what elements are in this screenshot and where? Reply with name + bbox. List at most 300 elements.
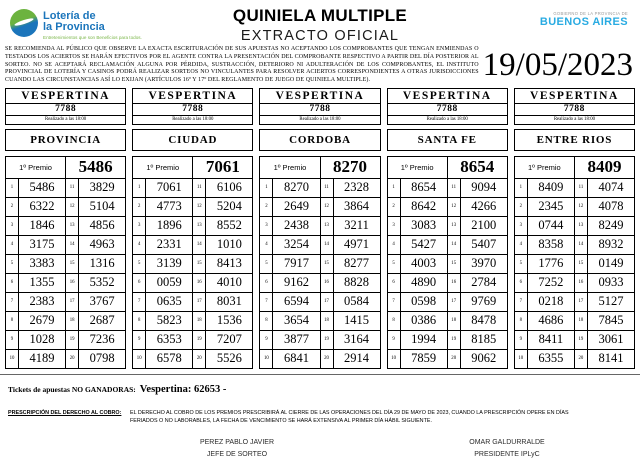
position-index: 19 — [320, 330, 333, 349]
premio-label: 1º Premio — [387, 156, 447, 178]
position-index: 8 — [260, 311, 273, 330]
number-row — [260, 292, 380, 311]
position-index: 10 — [6, 349, 19, 368]
winning-number: 8654 — [400, 178, 447, 197]
winning-number: 1316 — [79, 254, 126, 273]
winning-number: 0584 — [333, 292, 380, 311]
winning-number: 2345 — [527, 197, 574, 216]
draw-name: VESPERTINA — [148, 89, 238, 102]
position-index: 1 — [387, 178, 400, 197]
winning-number: 4078 — [587, 197, 634, 216]
document-titles — [170, 6, 470, 44]
winning-number: 2383 — [19, 292, 66, 311]
position-index: 14 — [320, 235, 333, 254]
signature-left-role: JEFE DE SORTEO — [206, 450, 268, 458]
number-row — [6, 254, 126, 273]
number-row — [514, 330, 634, 349]
winning-number: 2687 — [79, 311, 126, 330]
government-brand — [540, 11, 628, 28]
logo-line2: la Provincia — [43, 21, 105, 34]
region-name: CIUDAD — [132, 129, 253, 151]
position-index: 3 — [387, 216, 400, 235]
header — [0, 0, 640, 44]
winning-number: 8031 — [206, 292, 253, 311]
position-index: 8 — [387, 311, 400, 330]
position-index: 9 — [260, 330, 273, 349]
region-name: CORDOBA — [259, 129, 380, 151]
position-index: 3 — [6, 216, 19, 235]
position-index: 8 — [6, 311, 19, 330]
signatures — [0, 437, 640, 460]
draw-info-box — [387, 88, 508, 125]
number-row — [133, 197, 253, 216]
footer-divider — [0, 374, 640, 375]
signature-right-role: PRESIDENTE IPLyC — [474, 450, 540, 458]
number-row — [6, 197, 126, 216]
signature-left — [152, 437, 322, 460]
winning-number: 2914 — [333, 349, 380, 368]
position-index: 4 — [6, 235, 19, 254]
winning-number: 3970 — [460, 254, 507, 273]
position-index: 12 — [447, 197, 460, 216]
position-index: 16 — [574, 273, 587, 292]
position-index: 17 — [447, 292, 460, 311]
number-row — [514, 349, 634, 368]
winning-number: 5352 — [79, 273, 126, 292]
position-index: 10 — [514, 349, 527, 368]
winning-number: 8552 — [206, 216, 253, 235]
page-subtitle: EXTRACTO OFICIAL — [240, 28, 400, 44]
winning-number: 6841 — [273, 349, 320, 368]
winning-number: 5407 — [460, 235, 507, 254]
position-index: 6 — [6, 273, 19, 292]
winning-number: 5526 — [206, 349, 253, 368]
draw-info-box — [259, 88, 380, 125]
results-table — [132, 156, 253, 369]
government-brand-line2: BUENOS AIRES — [539, 16, 628, 28]
winning-number: 4074 — [587, 178, 634, 197]
position-index: 11 — [574, 178, 587, 197]
number-row — [260, 235, 380, 254]
winning-number: 1355 — [19, 273, 66, 292]
number-row — [387, 178, 507, 197]
position-index: 9 — [514, 330, 527, 349]
logo-tagline: Entretenimientos que son Beneficios para todos. — [43, 35, 142, 41]
number-row — [387, 235, 507, 254]
winning-number: 1010 — [206, 235, 253, 254]
winning-number: 3654 — [273, 311, 320, 330]
position-index: 8 — [133, 311, 146, 330]
winning-number: 3061 — [587, 330, 634, 349]
winning-number: 8478 — [460, 311, 507, 330]
draw-name: VESPERTINA — [21, 89, 110, 102]
winning-number: 3864 — [333, 197, 380, 216]
number-row — [260, 254, 380, 273]
number-row — [260, 330, 380, 349]
winning-number: 1846 — [19, 216, 66, 235]
winning-number: 6353 — [146, 330, 193, 349]
number-row — [6, 292, 126, 311]
winning-number: 2438 — [273, 216, 320, 235]
winning-number: 5427 — [400, 235, 447, 254]
winning-number: 6594 — [273, 292, 320, 311]
position-index: 17 — [320, 292, 333, 311]
number-row — [133, 292, 253, 311]
number-row — [6, 349, 126, 368]
winning-number: 7859 — [400, 349, 447, 368]
tickets-label: Tickets de apuestas NO GANADORAS: — [8, 384, 136, 394]
premio-label: 1º Premio — [260, 156, 320, 178]
position-index: 11 — [193, 178, 206, 197]
premio-row — [260, 156, 380, 178]
winning-number: 3829 — [79, 178, 126, 197]
position-index: 7 — [6, 292, 19, 311]
winning-number: 1776 — [527, 254, 574, 273]
position-index: 2 — [6, 197, 19, 216]
winning-number: 8277 — [333, 254, 380, 273]
winning-number: 9094 — [460, 178, 507, 197]
position-index: 7 — [133, 292, 146, 311]
number-row — [260, 197, 380, 216]
number-row — [387, 216, 507, 235]
winning-number: 3175 — [19, 235, 66, 254]
prescription-text: EL DERECHO AL COBRO DE LOS PREMIOS PRESCRIBIRÁ AL CIERRE DE LAS OPERACIONES DEL DÍA 29 DE MAYO DE 2023, CUANDO LA PRESCRIPCIÓN OPERE EN DÍAS FERIADOS O NO LABORABLES, LA FECHA DE VENCIMIENTO SE HARÁ EXTENSIVA AL PRIMER DÍA HÁBIL SIGUIENTE. — [130, 409, 569, 424]
position-index: 15 — [66, 254, 79, 273]
number-row — [387, 273, 507, 292]
position-index: 20 — [320, 349, 333, 368]
position-index: 5 — [133, 254, 146, 273]
number-row — [387, 292, 507, 311]
draw-name: VESPERTINA — [275, 89, 365, 102]
draw-info-box — [5, 88, 126, 125]
number-row — [387, 330, 507, 349]
winning-number: 5104 — [79, 197, 126, 216]
draw-time: Realizado a las 18:00 — [6, 115, 125, 124]
number-row — [387, 254, 507, 273]
position-index: 9 — [6, 330, 19, 349]
position-index: 6 — [260, 273, 273, 292]
position-index: 6 — [133, 273, 146, 292]
premio-row — [514, 156, 634, 178]
position-index: 3 — [514, 216, 527, 235]
winning-number: 9769 — [460, 292, 507, 311]
position-index: 20 — [447, 349, 460, 368]
number-row — [6, 216, 126, 235]
position-index: 5 — [260, 254, 273, 273]
position-index: 7 — [260, 292, 273, 311]
winning-number: 8270 — [273, 178, 320, 197]
number-row — [6, 235, 126, 254]
winning-number: 7845 — [587, 311, 634, 330]
winning-number: 2784 — [460, 273, 507, 292]
position-index: 8 — [514, 311, 527, 330]
winning-number: 3767 — [79, 292, 126, 311]
winning-number: 0218 — [527, 292, 574, 311]
position-index: 12 — [574, 197, 587, 216]
position-index: 12 — [193, 197, 206, 216]
draw-name: VESPERTINA — [530, 89, 619, 102]
position-index: 14 — [447, 235, 460, 254]
draw-number: 7788 — [133, 103, 252, 115]
number-row — [133, 273, 253, 292]
winning-number: 8249 — [587, 216, 634, 235]
position-index: 5 — [6, 254, 19, 273]
number-row — [260, 349, 380, 368]
winning-number: 6578 — [146, 349, 193, 368]
winning-number: 8413 — [206, 254, 253, 273]
region-name: PROVINCIA — [5, 129, 126, 151]
winning-number: 2649 — [273, 197, 320, 216]
loteria-logo-icon — [10, 9, 38, 37]
position-index: 11 — [447, 178, 460, 197]
position-index: 13 — [320, 216, 333, 235]
position-index: 14 — [574, 235, 587, 254]
position-index: 3 — [133, 216, 146, 235]
position-index: 17 — [574, 292, 587, 311]
notice-row — [5, 46, 635, 85]
position-index: 13 — [447, 216, 460, 235]
number-row — [133, 235, 253, 254]
number-row — [514, 311, 634, 330]
column-santa-fe — [387, 88, 508, 369]
signature-left-name: PEREZ PABLO JAVIER — [199, 438, 275, 446]
winning-number: 8141 — [587, 349, 634, 368]
premio-number: 7061 — [193, 156, 253, 178]
number-row — [260, 178, 380, 197]
winning-number: 1896 — [146, 216, 193, 235]
position-index: 17 — [66, 292, 79, 311]
winning-number: 8358 — [527, 235, 574, 254]
winning-number: 8409 — [527, 178, 574, 197]
winning-number: 5204 — [206, 197, 253, 216]
region-name: SANTA FE — [387, 129, 508, 151]
winning-number: 0149 — [587, 254, 634, 273]
winning-number: 9162 — [273, 273, 320, 292]
results-table — [514, 156, 635, 369]
winning-number: 5823 — [146, 311, 193, 330]
position-index: 6 — [514, 273, 527, 292]
winning-number: 4686 — [527, 311, 574, 330]
results-table — [5, 156, 126, 369]
position-index: 6 — [387, 273, 400, 292]
position-index: 18 — [66, 311, 79, 330]
winning-number: 2100 — [460, 216, 507, 235]
premio-label: 1º Premio — [133, 156, 193, 178]
number-row — [6, 330, 126, 349]
premio-number: 8270 — [320, 156, 380, 178]
premio-row — [6, 156, 126, 178]
winning-number: 4010 — [206, 273, 253, 292]
position-index: 1 — [514, 178, 527, 197]
winning-number: 4189 — [19, 349, 66, 368]
position-index: 1 — [260, 178, 273, 197]
draw-info-box — [132, 88, 253, 125]
draw-time: Realizado a las 18:00 — [260, 115, 379, 124]
position-index: 1 — [6, 178, 19, 197]
position-index: 12 — [320, 197, 333, 216]
position-index: 15 — [193, 254, 206, 273]
results-columns — [5, 88, 635, 369]
premio-row — [387, 156, 507, 178]
number-row — [260, 311, 380, 330]
number-row — [260, 273, 380, 292]
number-row — [133, 216, 253, 235]
government-brand-line1: GOBIERNO DE LA PROVINCIA DE — [553, 11, 628, 16]
position-index: 16 — [66, 273, 79, 292]
winning-number: 8185 — [460, 330, 507, 349]
draw-time: Realizado a las 18:00 — [388, 115, 507, 124]
position-index: 19 — [447, 330, 460, 349]
position-index: 3 — [260, 216, 273, 235]
column-provincia — [5, 88, 126, 369]
number-row — [514, 216, 634, 235]
premio-number: 5486 — [66, 156, 126, 178]
number-row — [260, 216, 380, 235]
position-index: 18 — [193, 311, 206, 330]
position-index: 16 — [320, 273, 333, 292]
winning-number: 1994 — [400, 330, 447, 349]
winning-number: 0635 — [146, 292, 193, 311]
position-index: 12 — [66, 197, 79, 216]
draw-number: 7788 — [6, 103, 125, 115]
number-row — [514, 273, 634, 292]
loteria-logo-text — [43, 9, 142, 40]
region-name: ENTRE RIOS — [514, 129, 635, 151]
winning-number: 1536 — [206, 311, 253, 330]
number-row — [6, 273, 126, 292]
winning-number: 4266 — [460, 197, 507, 216]
number-row — [514, 178, 634, 197]
position-index: 1 — [133, 178, 146, 197]
position-index: 11 — [66, 178, 79, 197]
winning-number: 2328 — [333, 178, 380, 197]
draw-number: 7788 — [260, 103, 379, 115]
position-index: 7 — [514, 292, 527, 311]
position-index: 16 — [193, 273, 206, 292]
position-index: 13 — [193, 216, 206, 235]
position-index: 9 — [133, 330, 146, 349]
position-index: 2 — [260, 197, 273, 216]
winning-number: 8642 — [400, 197, 447, 216]
premio-number: 8409 — [574, 156, 634, 178]
winning-number: 6322 — [19, 197, 66, 216]
position-index: 14 — [193, 235, 206, 254]
number-row — [387, 311, 507, 330]
position-index: 19 — [574, 330, 587, 349]
draw-date: 19/05/2023 — [482, 46, 633, 83]
winning-number: 0798 — [79, 349, 126, 368]
winning-number: 4856 — [79, 216, 126, 235]
premio-label: 1º Premio — [6, 156, 66, 178]
position-index: 14 — [66, 235, 79, 254]
position-index: 7 — [387, 292, 400, 311]
winning-number: 7252 — [527, 273, 574, 292]
winning-number: 7207 — [206, 330, 253, 349]
winning-number: 1415 — [333, 311, 380, 330]
page-title: QUINIELA MULTIPLE — [232, 6, 408, 25]
number-row — [514, 235, 634, 254]
winning-number: 5127 — [587, 292, 634, 311]
number-row — [514, 197, 634, 216]
position-index: 2 — [387, 197, 400, 216]
winning-number: 7917 — [273, 254, 320, 273]
winning-number: 4890 — [400, 273, 447, 292]
logo-line1: Lotería de — [43, 10, 96, 22]
position-index: 9 — [387, 330, 400, 349]
position-index: 15 — [447, 254, 460, 273]
position-index: 16 — [447, 273, 460, 292]
winning-number: 5486 — [19, 178, 66, 197]
winning-number: 4971 — [333, 235, 380, 254]
winning-number: 0386 — [400, 311, 447, 330]
position-index: 15 — [320, 254, 333, 273]
number-row — [514, 292, 634, 311]
position-index: 19 — [66, 330, 79, 349]
column-ciudad — [132, 88, 253, 369]
number-row — [133, 178, 253, 197]
signature-right-name: OMAR GALDURRALDE — [469, 438, 545, 446]
premio-number: 8654 — [447, 156, 507, 178]
winning-number: 4003 — [400, 254, 447, 273]
winning-number: 2331 — [146, 235, 193, 254]
loteria-logo — [10, 9, 142, 40]
signature-right — [417, 437, 597, 460]
draw-time: Realizado a las 18:00 — [515, 115, 634, 124]
tickets-value: Vespertina: 62653 - — [139, 383, 227, 395]
position-index: 10 — [387, 349, 400, 368]
position-index: 10 — [133, 349, 146, 368]
winning-number: 2679 — [19, 311, 66, 330]
number-row — [133, 311, 253, 330]
legal-disclaimer: SE RECOMIENDA AL PÚBLICO QUE OBSERVE LA EXACTA ESCRITURACIÓN DE SUS APUESTAS NO ACEPTANDO LOS COMPROBANTES QUE TENGAN ENMIENDAS O TESTADOS LOS ACIERTOS SE HARÁN EFECTIVOS POR EL AGENTE CONTRA LA PRESENTACIÓN DEL COMPROBANTE RESPECTIVO A PARTIR DEL DÍA POSTERIOR AL SORTEO. NO SE ACEPTARÁ RECLAMACIÓN ALGUNA POR PÉRDIDA, SUSTRACCIÓN, DETERIORO NI ADULTERACIÓN DE LOS COMPROBANTES, EL INSTITUTO PROVINCIAL DE LOTERÍA Y CASINOS PODRÁ REALIZAR SORTEOS NO VINCULANTES PARA RESOLVER ACIERTOS CORRESPONDIENTES A OTRAS JURISDICCIONES CUANDO LAS CIRCUNSTANCIAS ASÍ LO EXIJAN (ARTÍCULOS 16º Y 17º DEL REGLAMENTO DE JUEGO DE QUINIELA MULTIPLE). — [5, 46, 479, 84]
winning-number: 3164 — [333, 330, 380, 349]
position-index: 4 — [514, 235, 527, 254]
number-row — [6, 311, 126, 330]
winning-number: 3139 — [146, 254, 193, 273]
number-row — [133, 349, 253, 368]
position-index: 13 — [66, 216, 79, 235]
position-index: 5 — [387, 254, 400, 273]
winning-number: 0059 — [146, 273, 193, 292]
position-index: 18 — [447, 311, 460, 330]
winning-number: 0744 — [527, 216, 574, 235]
number-row — [6, 178, 126, 197]
position-index: 2 — [514, 197, 527, 216]
premio-row — [133, 156, 253, 178]
draw-time: Realizado a las 18:00 — [133, 115, 252, 124]
column-entre-rios — [514, 88, 635, 369]
number-row — [387, 197, 507, 216]
draw-info-box — [514, 88, 635, 125]
position-index: 5 — [514, 254, 527, 273]
position-index: 20 — [574, 349, 587, 368]
winning-number: 3877 — [273, 330, 320, 349]
winning-number: 6355 — [527, 349, 574, 368]
winning-number: 3083 — [400, 216, 447, 235]
position-index: 18 — [574, 311, 587, 330]
draw-number: 7788 — [388, 103, 507, 115]
winning-number: 4773 — [146, 197, 193, 216]
results-table — [259, 156, 380, 369]
position-index: 10 — [260, 349, 273, 368]
winning-number: 8411 — [527, 330, 574, 349]
position-index: 4 — [260, 235, 273, 254]
winning-number: 0598 — [400, 292, 447, 311]
position-index: 2 — [133, 197, 146, 216]
winning-number: 1028 — [19, 330, 66, 349]
winning-number: 3383 — [19, 254, 66, 273]
position-index: 20 — [66, 349, 79, 368]
